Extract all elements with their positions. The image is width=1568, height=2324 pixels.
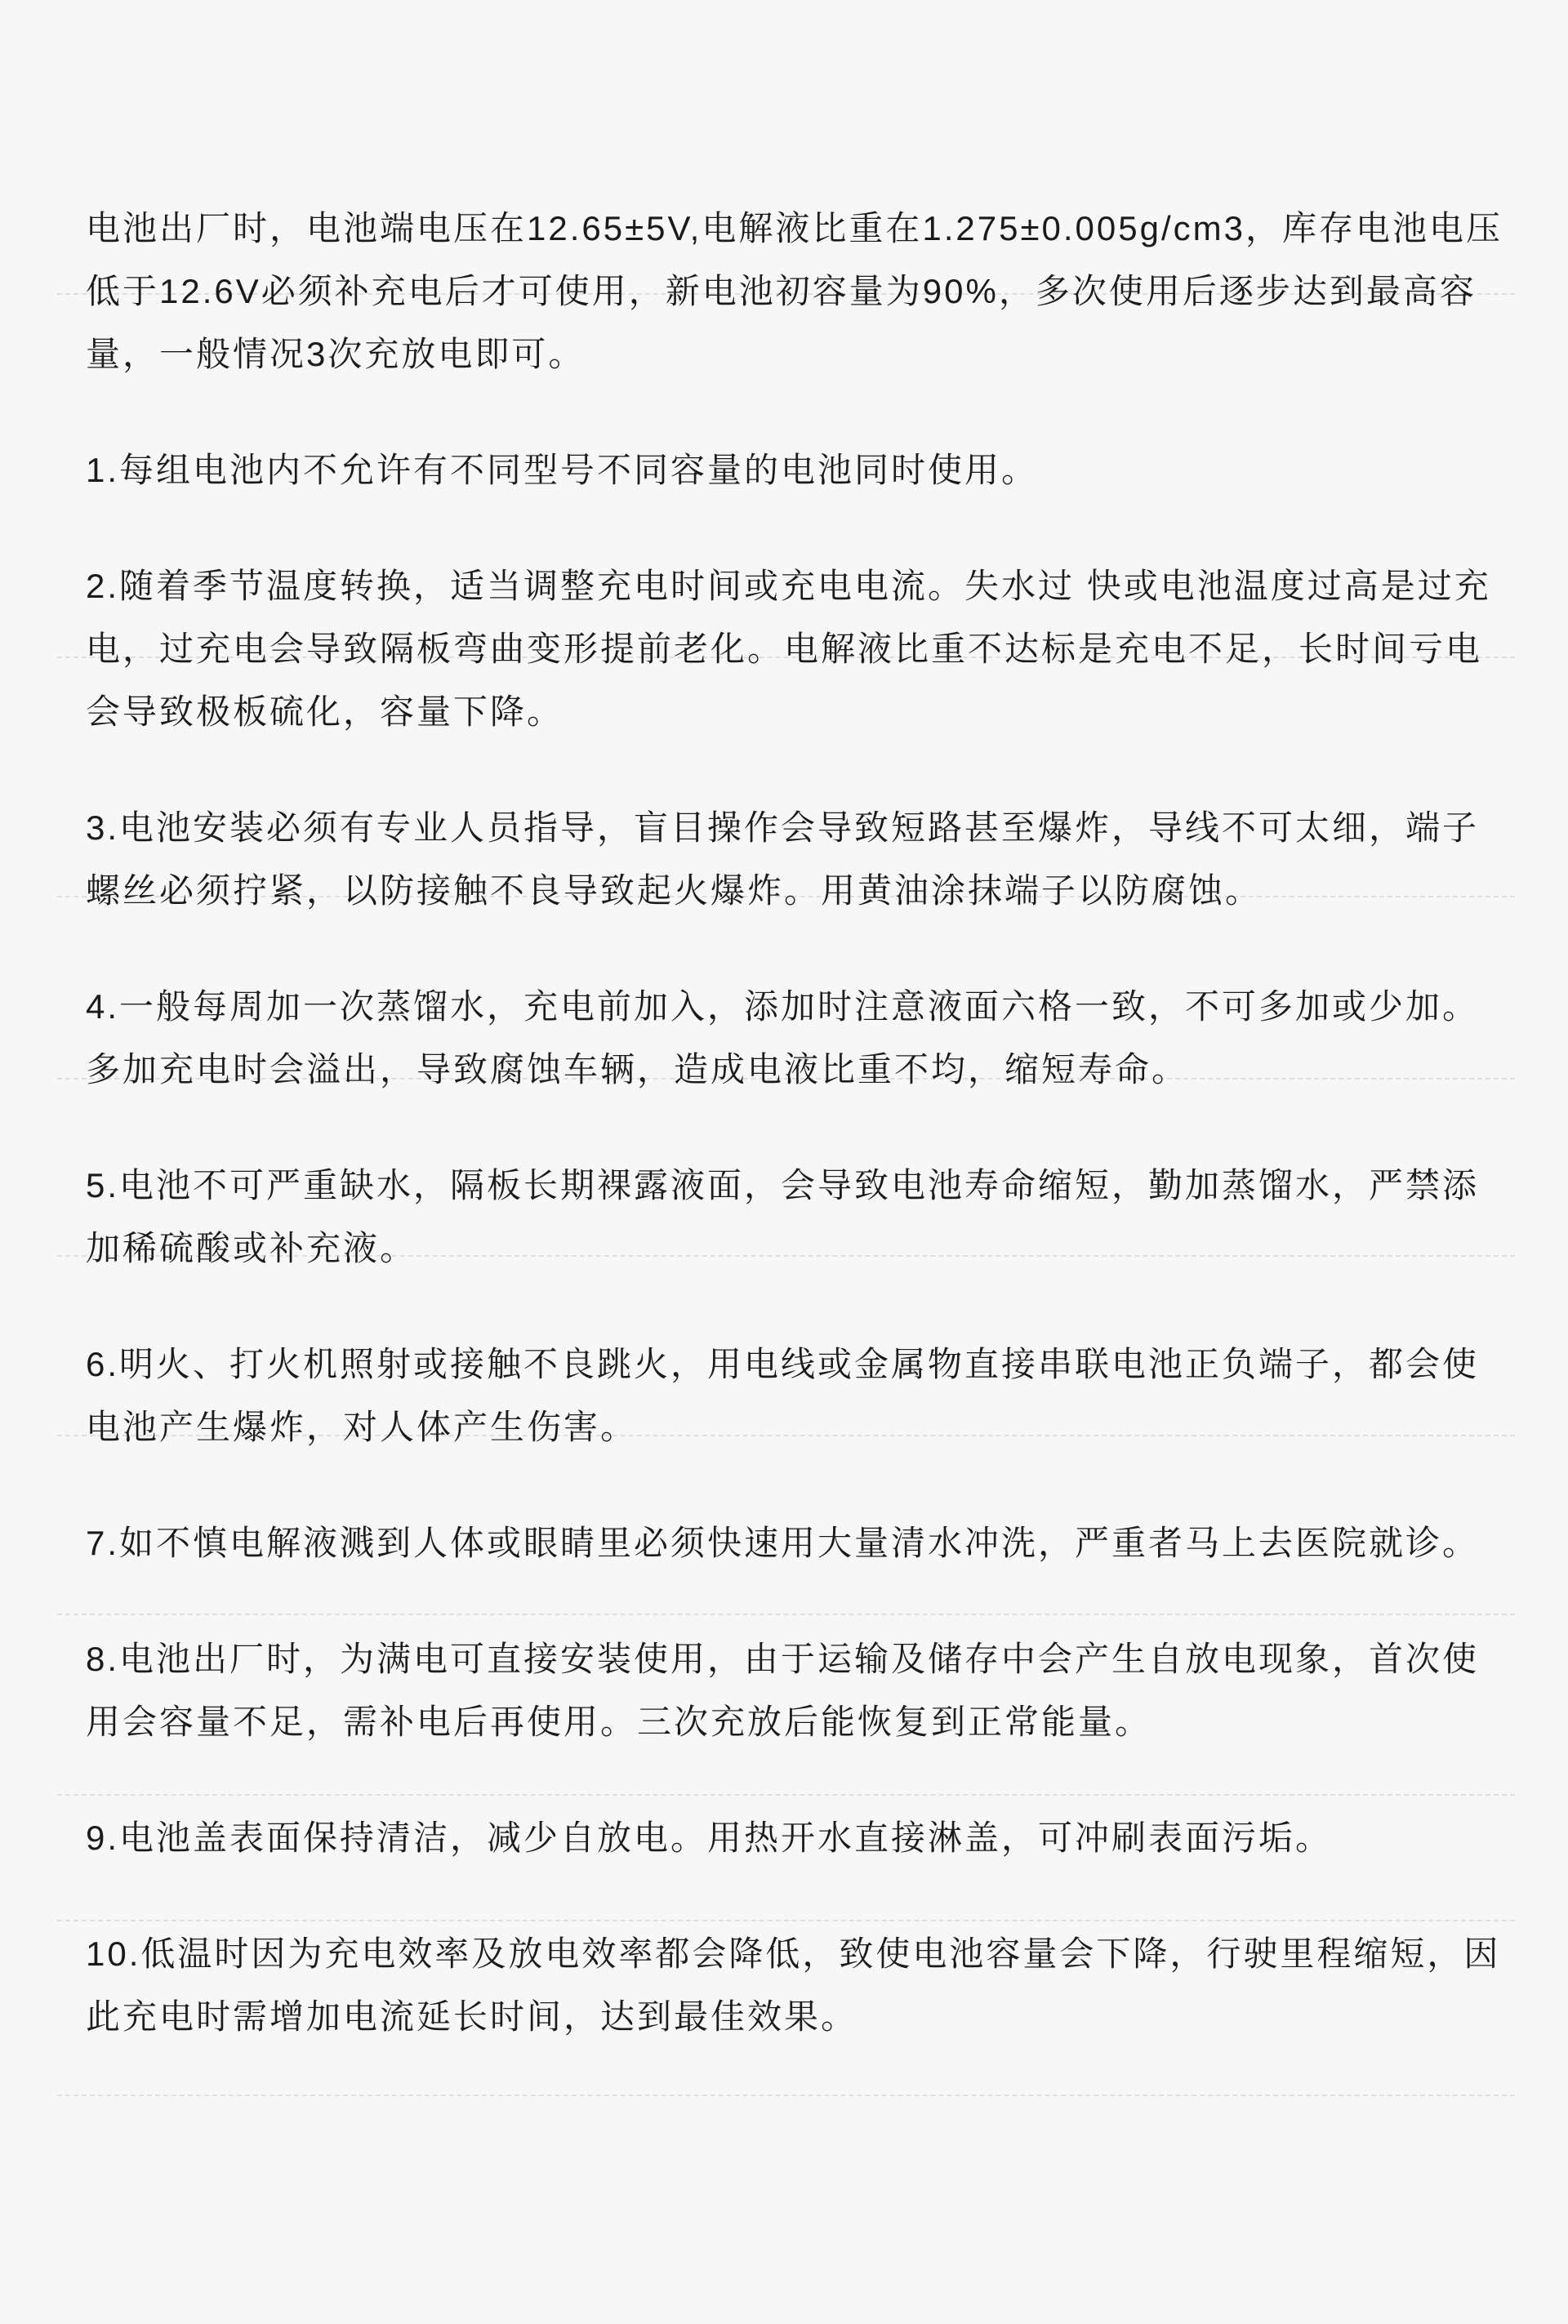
instruction-item-1: 1.每组电池内不允许有不同型号不同容量的电池同时使用。 xyxy=(86,451,1039,489)
instruction-item-3: 3.电池安装必须有专业人员指导，盲目操作会导致短路甚至爆炸，导线不可太细，端子螺丝必须拧紧，以防接触不良导致起火爆炸。用黄油涂抹端子以防腐蚀。 xyxy=(86,808,1480,910)
instruction-item-6: 6.明火、打火机照射或接触不良跳火，用电线或金属物直接串联电池正负端子，都会使电池产生爆炸，对人体产生伤害。 xyxy=(86,1345,1480,1446)
instruction-item-10: 10.低温时因为充电效率及放电效率都会降低，致使电池容量会下降，行驶里程缩短，因此充电时需增加电流延长时间，达到最佳效果。 xyxy=(86,1934,1501,2036)
screenshot-stitch-seam xyxy=(57,2095,1515,2096)
instruction-item-5: 5.电池不可严重缺水，隔板长期裸露液面，会导致电池寿命缩短，勤加蒸馏水，严禁添加稀硫酸或补充液。 xyxy=(86,1166,1480,1267)
instruction-item-7: 7.如不慎电解液溅到人体或眼睛里必须快速用大量清水冲洗，严重者马上去医院就诊。 xyxy=(86,1524,1480,1562)
instruction-item-4: 4.一般每周加一次蒸馏水，充电前加入，添加时注意液面六格一致，不可多加或少加。多加充电时会溢出，导致腐蚀车辆，造成电液比重不均，缩短寿命。 xyxy=(86,987,1480,1089)
instruction-item-9: 9.电池盖表面保持清洁，减少自放电。用热开水直接淋盖，可冲刷表面污垢。 xyxy=(86,1819,1333,1857)
instruction-item-8: 8.电池出厂时，为满电可直接安装使用，由于运输及储存中会产生自放电现象，首次使用会容量不足，需补电后再使用。三次充放后能恢复到正常能量。 xyxy=(86,1640,1480,1741)
instruction-item-2: 2.随着季节温度转换，适当调整充电时间或充电电流。失水过 快或电池温度过高是过充电，过充电会导致隔板弯曲变形提前老化。电解液比重不达标是充电不足，长时间亏电会导致极板硫化，容量下降。 xyxy=(86,567,1491,731)
intro-paragraph: 电池出厂时，电池端电压在12.65±5V,电解液比重在1.275±0.005g/cm3，库存电池电压低于12.6V必须补充电后才可使用，新电池初容量为90%，多次使用后逐步达到最高容量，一般情况3次充放电即可。 xyxy=(86,209,1503,373)
